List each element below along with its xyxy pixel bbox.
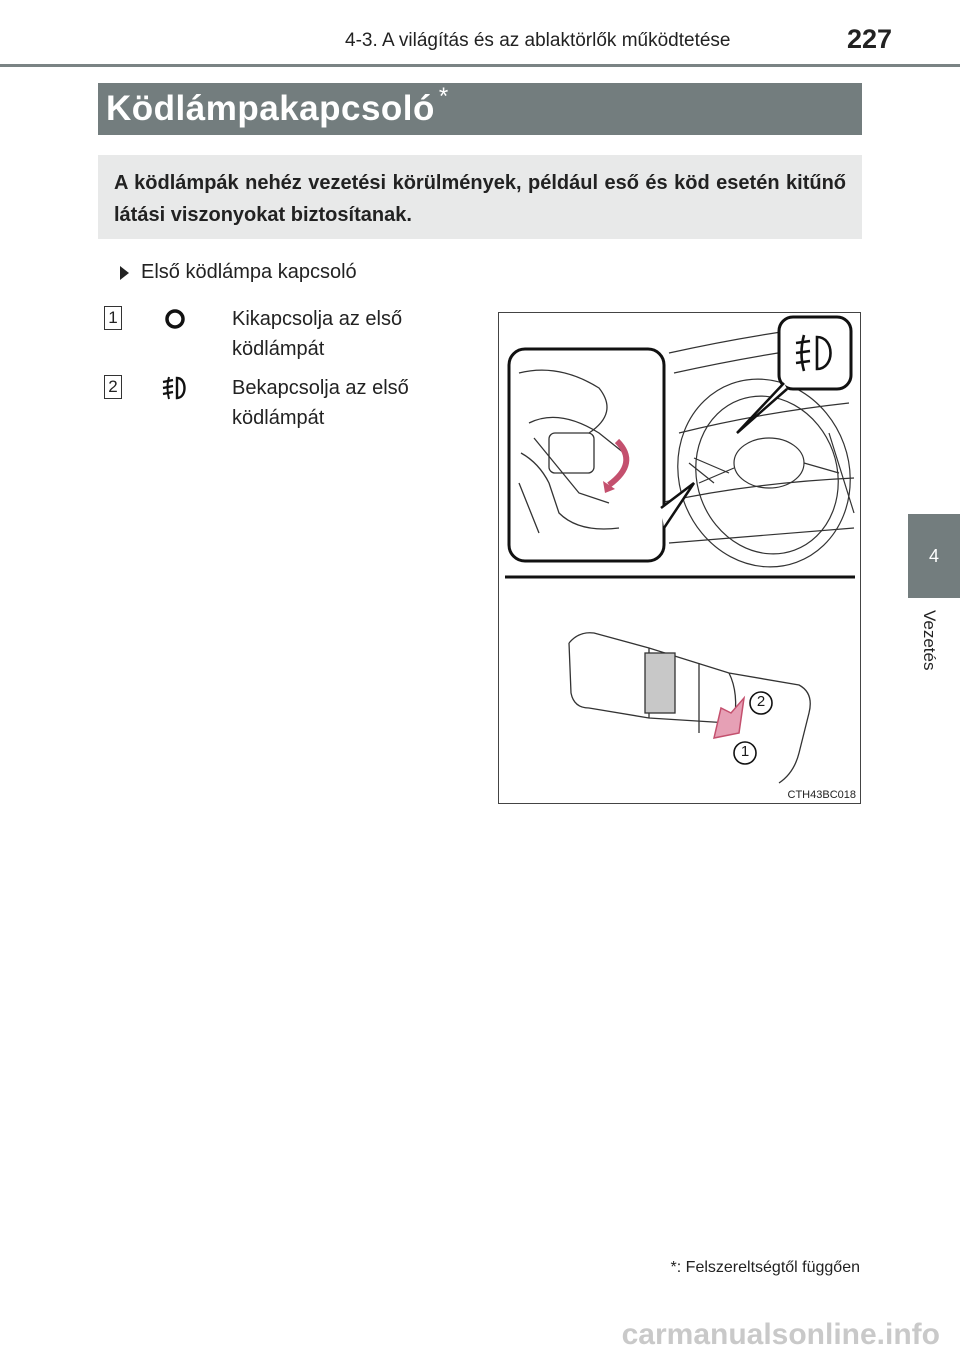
item-number: 2 <box>104 375 122 399</box>
intro-text: A ködlámpák nehéz vezetési körülmények, például eső és köd esetén kitűnő látási viszonyokat biztosítanak. <box>114 172 846 226</box>
figure-illustration <box>498 312 861 804</box>
item-text: Bekapcsolja az első ködlámpát <box>232 377 409 429</box>
section-banner <box>98 83 862 135</box>
subsection-heading <box>120 261 357 284</box>
triangle-bullet-icon <box>120 266 129 280</box>
side-tab-label: Vezetés <box>920 610 939 671</box>
asterisk-mark: * <box>438 83 449 110</box>
fog-switch-illustration <box>499 313 859 802</box>
callout-1: 1 <box>740 743 750 760</box>
page-number: 227 <box>846 24 892 54</box>
side-tab-number: 4 <box>908 514 960 598</box>
callout-2: 2 <box>756 693 766 710</box>
footnote: *: Felszereltségtől függően <box>670 1259 860 1276</box>
subsection-title: Első ködlámpa kapcsoló <box>141 261 357 283</box>
intro-box <box>98 155 862 239</box>
item-text: Kikapcsolja az első ködlámpát <box>232 308 403 360</box>
header-rule <box>0 64 960 67</box>
figure-code: CTH43BC018 <box>787 789 856 801</box>
header-title: 4-3. A világítás és az ablaktörlők működtetése <box>345 30 731 51</box>
watermark: carmanualsonline.info <box>621 1318 940 1351</box>
item-number: 1 <box>104 306 122 330</box>
off-circle-icon <box>160 304 192 334</box>
section-title: Ködlámpakapcsoló <box>106 89 435 128</box>
front-fog-lamp-icon <box>160 373 192 403</box>
